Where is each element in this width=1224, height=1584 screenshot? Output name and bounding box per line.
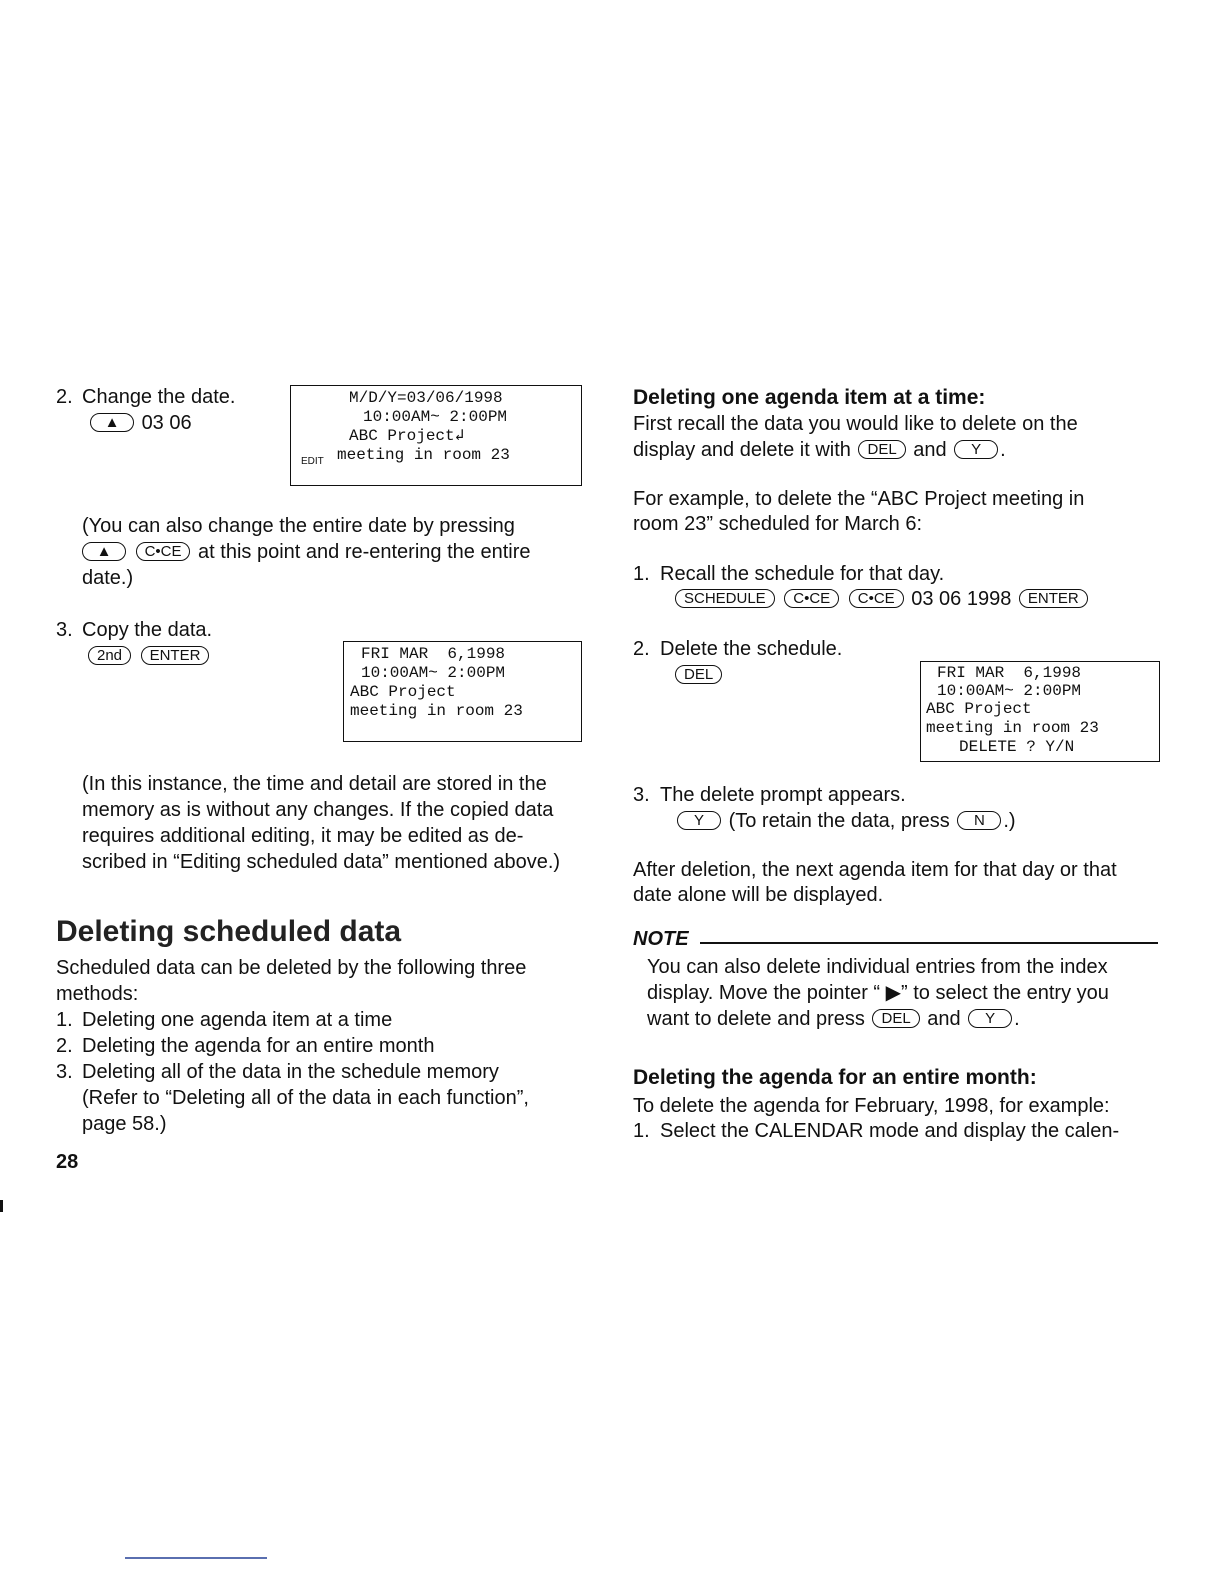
- left-paren1-line2: [82, 539, 530, 565]
- lcd-line: 10:00AM~ 2:00PM: [361, 664, 506, 682]
- 2nd-key: 2nd: [88, 646, 131, 665]
- left-paren1-line3: date.): [82, 567, 134, 589]
- right-step2-keys: [673, 662, 724, 688]
- del-key: DEL: [872, 1009, 919, 1028]
- up-arrow-key: ▲: [82, 542, 126, 561]
- retain-post-text: .): [1003, 810, 1016, 832]
- lcd-edit-label: EDIT: [301, 456, 324, 467]
- lcd-line: DELETE ? Y/N: [959, 738, 1075, 756]
- one-item-line2: [633, 437, 1006, 463]
- left-step3-number: 3.: [56, 619, 73, 641]
- list-item-number: 2.: [56, 1035, 73, 1057]
- note-divider: [700, 942, 1158, 944]
- note-line2: display. Move the pointer “ ▶” to select the entry you: [647, 982, 1109, 1004]
- section-ref-line1: (Refer to “Deleting all of the data in each function”,: [82, 1087, 529, 1109]
- right-step2-number: 2.: [633, 638, 650, 660]
- lcd-line: M/D/Y=03/06/1998: [349, 389, 503, 407]
- y-key: Y: [954, 440, 998, 459]
- list-item-text: Deleting the agenda for an entire month: [82, 1035, 435, 1057]
- list-item-text: Deleting all of the data in the schedule memory: [82, 1061, 499, 1083]
- period-text: .: [1000, 439, 1006, 461]
- lcd-line: ABC Project: [350, 683, 456, 701]
- lcd-display-delete: [920, 661, 1160, 762]
- footer-line: [125, 1557, 267, 1559]
- list-item-number: 3.: [56, 1061, 73, 1083]
- lcd-line: meeting in room 23: [350, 702, 523, 720]
- one-item-line2-text: display and delete it with: [633, 439, 851, 461]
- right-step1-digits: 03 06 1998: [911, 588, 1012, 610]
- right-step1-keys: [673, 586, 1090, 612]
- left-paren2-line1: (In this instance, the time and detail are stored in the: [82, 773, 547, 795]
- left-step3-text: Copy the data.: [82, 619, 213, 641]
- after-line1: After deletion, the next agenda item for that day or that: [633, 859, 1117, 881]
- lcd-line: 10:00AM~ 2:00PM: [363, 408, 508, 426]
- margin-mark: [0, 1200, 3, 1212]
- list-item-number: 1.: [56, 1009, 73, 1031]
- left-paren1-line1: (You can also change the entire date by pressing: [82, 515, 515, 537]
- right-step3-text: The delete prompt appears.: [660, 784, 906, 806]
- example-line1: For example, to delete the “ABC Project meeting in: [633, 488, 1085, 510]
- right-step3-keys: [675, 808, 1016, 834]
- enter-key: ENTER: [1019, 589, 1088, 608]
- left-paren1-line2-text: at this point and re-entering the entire: [198, 541, 531, 563]
- cce-key: C•CE: [849, 589, 904, 608]
- note-title: NOTE: [633, 928, 689, 950]
- right-step1-text: Recall the schedule for that day.: [660, 563, 945, 585]
- lcd-line: ABC Project↲: [349, 427, 465, 445]
- schedule-key: SCHEDULE: [675, 589, 775, 608]
- note-line3: [647, 1006, 1020, 1032]
- list-item-text: Deleting one agenda item at a time: [82, 1009, 393, 1031]
- period-text: .: [1014, 1008, 1020, 1030]
- month-step-text: Select the CALENDAR mode and display the calen-: [660, 1120, 1120, 1142]
- left-step2-number: 2.: [56, 386, 73, 408]
- left-step2-text: Change the date.: [82, 386, 236, 408]
- lcd-line: FRI MAR 6,1998: [937, 664, 1082, 682]
- note-line3-text: want to delete and press: [647, 1008, 865, 1030]
- month-step-number: 1.: [633, 1120, 650, 1142]
- section-title: Deleting scheduled data: [56, 915, 402, 948]
- lcd-line: 10:00AM~ 2:00PM: [937, 682, 1082, 700]
- one-item-line1: First recall the data you would like to delete on the: [633, 413, 1078, 435]
- example-line2: room 23” scheduled for March 6:: [633, 513, 923, 535]
- after-line2: date alone will be displayed.: [633, 884, 884, 906]
- lcd-line: FRI MAR 6,1998: [361, 645, 506, 663]
- section-intro-line1: Scheduled data can be deleted by the following three: [56, 957, 527, 979]
- n-key: N: [957, 811, 1001, 830]
- enter-key: ENTER: [141, 646, 210, 665]
- lcd-line: meeting in room 23: [337, 446, 510, 464]
- cce-key: C•CE: [784, 589, 839, 608]
- and-text: and: [913, 439, 947, 461]
- note-line1: You can also delete individual entries from the index: [647, 956, 1108, 978]
- left-step2-digits: 03 06: [141, 412, 192, 434]
- left-step2-keys: [88, 410, 192, 436]
- lcd-display-edit: [290, 385, 582, 486]
- y-key: Y: [677, 811, 721, 830]
- left-paren2-line3: requires additional editing, it may be edited as de-: [82, 825, 524, 847]
- retain-text: (To retain the data, press: [728, 810, 950, 832]
- cce-key: C•CE: [136, 542, 191, 561]
- lcd-display-copy: [343, 641, 582, 742]
- month-line1: To delete the agenda for February, 1998, for example:: [633, 1095, 1110, 1117]
- left-step3-keys: [86, 643, 211, 669]
- left-paren2-line4: scribed in “Editing scheduled data” mentioned above.): [82, 851, 561, 873]
- month-title: Deleting the agenda for an entire month:: [633, 1066, 1037, 1089]
- right-step1-number: 1.: [633, 563, 650, 585]
- up-arrow-key: ▲: [90, 413, 134, 432]
- and-text: and: [927, 1008, 961, 1030]
- lcd-line: ABC Project: [926, 700, 1032, 718]
- left-paren2-line2: memory as is without any changes. If the copied data: [82, 799, 554, 821]
- section-ref-line2: page 58.): [82, 1113, 167, 1135]
- lcd-line: meeting in room 23: [926, 719, 1099, 737]
- one-item-title: Deleting one agenda item at a time:: [633, 386, 986, 409]
- right-step3-number: 3.: [633, 784, 650, 806]
- y-key: Y: [968, 1009, 1012, 1028]
- del-key: DEL: [858, 440, 905, 459]
- section-intro-line2: methods:: [56, 983, 139, 1005]
- page-number: 28: [56, 1151, 79, 1173]
- del-key: DEL: [675, 665, 722, 684]
- right-step2-text: Delete the schedule.: [660, 638, 843, 660]
